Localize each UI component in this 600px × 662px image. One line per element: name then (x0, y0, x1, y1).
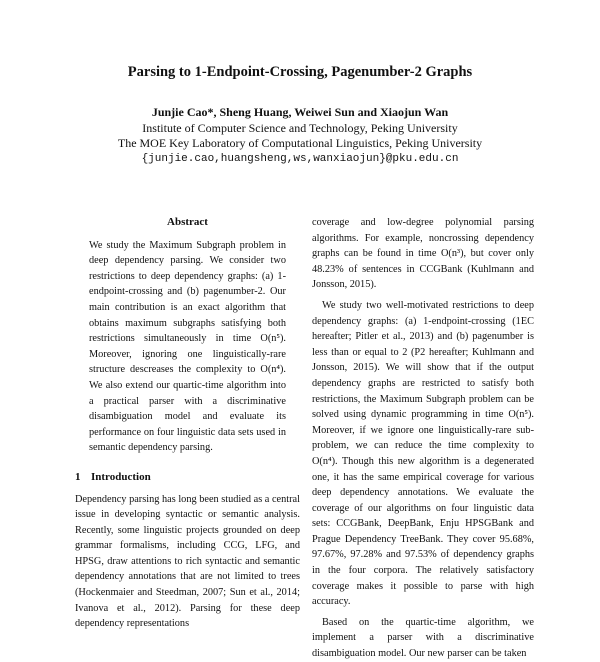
section-title: Introduction (91, 470, 151, 483)
section-number: 1 (75, 470, 81, 483)
introduction-text: Dependency parsing has long been studied as a central issue in developing syntactic or semantic analysis. Recently, some linguistic projects grounded on deep grammar formalisms, including CCG, LFG, and HPSG, draw attentions to rich syntactic and semantic dependency annotations that are not limited to trees (Hockenmaier and Steedman, 2007; Sun et al., 2014; Ivanova et al., 2012). Parsing for these deep dependency representations (75, 493, 300, 630)
left-column (75, 215, 300, 632)
paragraph-parser: Based on the quartic-time algorithm, we implement a parser with a discriminative disambiguation model. Our new parser can be taken (312, 616, 534, 660)
author-email: {junjie.cao,huangsheng,ws,wanxiaojun}@pku.edu.cn (141, 152, 459, 165)
section-heading-introduction (75, 470, 300, 486)
paragraph-restrictions: We study two well-motivated restrictions to deep dependency graphs: (a) 1-endpoint-crossing (1EC hereafter; Pitler et al., 2013) and (b) pagenumber is less than or equal to 2 (P2 hereafter; Kuhlmann and Jonsson, 2015). We will show that if the output dependency graphs are restricted to satisfy both restrictions, the Maximum Subgraph problem can be solved using dynamic programming in time O(n⁵). Moreover, if we ignore one linguistically-rare sub-problem, we can reduce the time complexity to O(n⁴). Though this new algorithm is a degenerated one, it has the same empirical coverage for various deep dependency annotations. We evaluate the coverage of our algorithms on four linguistic data sets: CCGBank, DeepBank, Enju HPSGBank and Prague Dependency TreeBank. They cover 95.68%, 97.67%, 97.28% and 97.53% of dependency graphs in the four corpora. The relatively satisfactory coverage makes it possible to parse with high accuracy. (312, 299, 534, 608)
affiliation-2: The MOE Key Laboratory of Computational Linguistics, Peking University (117, 136, 483, 150)
author-names: Junjie Cao*, Sheng Huang, Weiwei Sun and Xiaojun Wan (151, 105, 449, 119)
abstract-text: We study the Maximum Subgraph problem in deep dependency parsing. We consider two restrictions to deep dependency graphs: (a) 1-endpoint-crossing and (b) pagenumber-2. Our main contribution is an exact algorithm that obtains maximum subgraphs satisfying both restrictions simultaneously in time O(n⁵). Moreover, ignoring one linguistically-rare structure descreases the complexity to O(n⁴). We also extend our quartic-time algorithm into a practical parser with a discriminative disambiguation model and evaluate its performance on four linguistic data sets used in semantic dependency parsing. (89, 239, 286, 454)
paragraph-coverage: coverage and low-degree polynomial parsing algorithms. For example, noncrossing dependency graphs can be found in time O(n³), but cover only 48.23% of sentences in CCGBank (Kuhlmann and Jonsson, 2015). (312, 217, 534, 291)
right-column (312, 215, 534, 662)
author-block (0, 105, 600, 167)
abstract-heading: Abstract (167, 216, 208, 228)
affiliation-1: Institute of Computer Science and Technology, Peking University (142, 120, 458, 135)
paper-title: Parsing to 1-Endpoint-Crossing, Pagenumber-2 Graphs (127, 64, 473, 80)
